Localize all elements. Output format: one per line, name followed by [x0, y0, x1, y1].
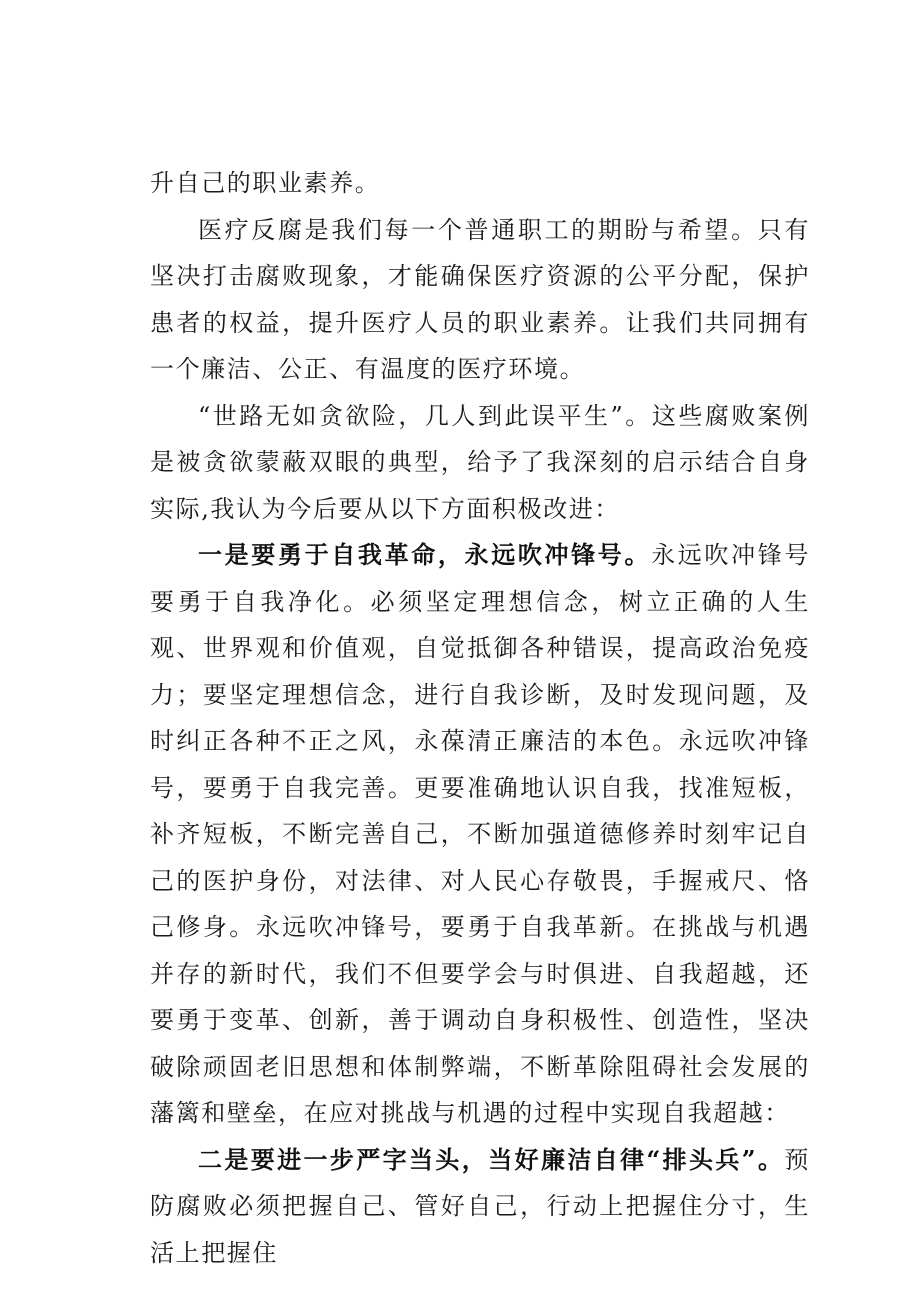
paragraph-text: 永远吹冲锋号要勇于自我净化。必须坚定理想信念，树立正确的人生观、世界观和价值观，自觉抵御各种错误，提高政治免疫力；要坚定理想信念，进行自我诊断，及时发现问题，及时纠正各种不正之风，永葆清正廉洁的本色。永远吹冲锋号，要勇于自我完善。更要准确地认识自我，找准短板，补齐短板，不断完善自己，不断加强道德修养时刻牢记自己的医护身份，对法律、对人民心存敬畏，手握戒尺、恪己修身。永远吹冲锋号，要勇于自我革新。在挑战与机遇并存的新时代，我们不但要学会与时俱进、自我超越，还要勇于变革、创新，善于调动自身积极性、创造性，坚决破除顽固老旧思想和体制弊端，不断革除阻碍社会发展的藩篱和壁垒，在应对挑战与机遇的过程中实现自我超越：	[150, 541, 810, 1127]
paragraph-continuation	[150, 160, 810, 207]
paragraph-quote-reflection	[150, 393, 810, 533]
paragraph-text: “世路无如贪欲险，几人到此误平生”。这些腐败案例是被贪欲蒙蔽双眼的典型，给予了我深刻的启示结合自身实际,我认为今后要从以下方面积极改进：	[150, 401, 810, 523]
document-body	[150, 160, 810, 1276]
paragraph-point-one	[150, 532, 810, 1137]
paragraph-lead-heading: 一是要勇于自我革命，永远吹冲锋号。	[198, 540, 652, 569]
paragraph-text: 预防腐败必须把握自己、管好自己，行动上把握住分寸，生活上把握住	[150, 1145, 810, 1267]
paragraph-medical-anticorruption	[150, 207, 810, 393]
paragraph-point-two	[150, 1137, 810, 1277]
paragraph-lead-heading: 二是要进一步严字当头，当好廉洁自律“排头兵”。	[198, 1144, 785, 1174]
paragraph-text: 医疗反腐是我们每一个普通职工的期盼与希望。只有坚决打击腐败现象，才能确保医疗资源的公平分配，保护患者的权益，提升医疗人员的职业素养。让我们共同拥有一个廉洁、公正、有温度的医疗环境。	[150, 215, 810, 383]
paragraph-text: 升自己的职业素养。	[150, 169, 381, 197]
